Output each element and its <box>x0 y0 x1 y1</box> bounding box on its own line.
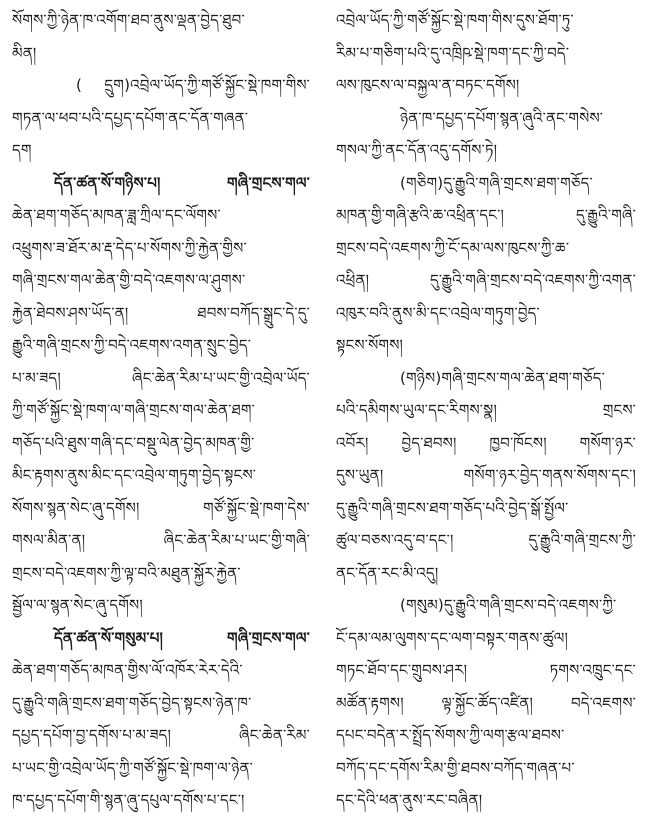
left-line-22: དུ་རྒྱུའི་གཞི་གྲངས་ཐག་གཅོད་བྱེད་སྟངས་ཉེན་ཁ་ <box>12 693 252 712</box>
right-line-1: འབྲེལ་ཡོད་ཀྱི་གཙོ་སྐྱོང་སྡེ་ཁག་གིས་དུས་ཐོག་ཏུ་ <box>336 11 574 29</box>
left-line-2: མིན། <box>12 43 37 62</box>
right-line-9: འཕྲིན། དུ་རྒྱུའི་གཞི་གྲངས་བདེ་འཇགས་ཀྱི་འགན་ <box>336 271 636 289</box>
right-line-10: འཁུར་བའི་ནུས་མི་དང་འབྲེལ་གཏུག་བྱེད་ <box>336 303 540 322</box>
right-line-17: ཚུལ་བཅས་འདུ་བ་དང་། དུ་རྒྱུའི་གཞི་གྲངས་ཀྱི་ <box>336 531 636 549</box>
left-line-4: གཏན་ལ་ཕབ་པའི་དཔྱད་དཔོག་ནང་དོན་གཞན་ <box>12 108 249 127</box>
right-line-13: པའི་དམིགས་ཡུལ་དང་རིགས་སྣ། གྲངས་ <box>336 401 636 419</box>
left-line-3: ( དྲུག)འབྲེལ་ཡོད་ཀྱི་གཙོ་སྐྱོང་སྡེ་ཁག་གིས་ <box>76 76 310 94</box>
right-line-8: གྲངས་བདེ་འཇགས་ཀྱི་ངོ་དམ་ལས་ཁུངས་ཀྱི་ཆ་ <box>336 238 570 257</box>
right-line-4: ཉེན་ཁ་དཔྱད་དཔོག་སྙན་ཞུའི་ནང་གསེས་ <box>400 108 604 127</box>
right-line-15: དུས་ཡུན། གསོག་ཉར་བྱེད་གནས་སོགས་དང་། <box>336 466 636 484</box>
left-line-12: པ་མ་ཟད། ཞིང་ཆེན་རིམ་པ་ཡང་གྱི་འབྲེལ་ཡོད་ <box>12 368 310 387</box>
left-line-17: གསལ་མིན་ན། ཞིང་ཆེན་རིམ་པ་ཡང་གྱི་གཞི་ <box>12 531 310 549</box>
left-line-24: པ་ཡང་གྱི་འབྲེལ་ཡོད་ཀྱི་གཙོ་སྐྱོང་སྡེ་ཁག་ལ་ཉེན་ <box>12 758 254 777</box>
left-line-21: ཆེན་ཐག་གཅོད་མཁན་གྱིས་ལོ་འཁོར་རེར་དེའི་ <box>12 661 243 679</box>
left-line-19: སྦྱོལ་ལ་སྙན་སེང་ཞུ་དགོས། <box>12 596 143 614</box>
left-line-18: གྲངས་བདེ་འཇགས་ཀྱི་ལྟ་བའི་མཐུན་སྐྱོར་རྐྱེན་ <box>12 563 241 582</box>
article-heading: དོན་ཚན་སོ་གསུམ་པ། གཞི་གྲངས་གལ་ <box>54 628 310 647</box>
left-line-8: འཕྲུགས་ཟ་ཐོར་མ་རྡ་དེད་པ་སོགས་ཀྱི་རྐྱེན་གྱིས་ <box>12 238 247 257</box>
right-line-11: སྟངས་སོགས། <box>336 336 404 354</box>
left-line-9: གཞི་གྲངས་གལ་ཆེན་གྱི་བདེ་འཇགས་ལ་ཤུགས་ <box>12 271 246 289</box>
right-line-7: མཁན་གྱི་གཞི་རྩའི་ཆ་འཕྲིན་དང་། དུ་རྒྱུའི་གཞི་ <box>336 206 636 224</box>
left-line-14: གཅོད་པའི་ཐུས་གཞི་དང་བསྡུ་ལེན་བྱེད་མཁན་གྱི་ <box>12 433 255 452</box>
left-line-13: ཀྱི་གཙོ་སྐྱོང་སྡེ་ཁག་ལ་གཞི་གྲངས་གལ་ཆེན་ཐག་ <box>12 401 256 419</box>
right-line-18: ནང་དོན་རང་མི་འདུ། <box>336 563 439 582</box>
right-line-22: མཚོན་རྟགས། ལྟ་སྐྱོང་ཚོད་འཛིན། བདེ་འཇགས་ <box>336 693 636 712</box>
right-line-6: (གཅིག)དུ་རྒྱུའི་གཞི་གྲངས་ཐག་གཅོད་ <box>400 173 593 192</box>
right-line-16: དུ་རྒྱུའི་གཞི་གྲངས་ཐག་གཅོད་པའི་བྱེད་སྒོ་སྤྱོལ་ <box>336 498 569 517</box>
right-line-21: གཏང་ཐོབ་དང་གྲུབས་ཤར། ཏགས་འཁྲུང་དང་ <box>336 661 636 679</box>
right-line-24: བཀོད་དང་དགོས་རིམ་གྱི་ཐབས་བཀོད་གཞན་པ་ <box>336 758 575 777</box>
left-column <box>10 4 310 832</box>
left-line-6 <box>12 167 310 200</box>
right-line-20: ངོ་དམ་ལམ་ལུགས་དང་ལག་བསྟར་གནས་ཚུལ། <box>336 628 569 647</box>
right-line-19: (གསུམ)དུ་རྒྱུའི་གཞི་གྲངས་བདེ་འཇགས་ཀྱི་ <box>400 596 617 614</box>
left-line-16: སོགས་སྙན་སེང་ཞུ་དགོས། གཙོ་སྐྱོང་སྡེ་ཁག་དེས་ <box>12 498 310 517</box>
right-line-12: (གཉིས)གཞི་གྲངས་གལ་ཆེན་ཐག་གཅོད་ <box>400 368 605 387</box>
right-column <box>336 4 636 832</box>
right-line-2: རིམ་པ་གཅིག་པའི་དུ་འཁྲིཥ་སྡེ་ཁག་དང་ཀྱི་བདེ་ <box>336 43 570 62</box>
right-line-25: དང་དེའི་ཕན་ནུས་རང་བཞིན། <box>336 791 483 809</box>
left-line-11: རྒྱུའི་གཞི་གྲངས་ཀྱི་བདེ་འཇགས་འགན་སྲུང་བྱེད་ <box>12 336 252 354</box>
left-line-5: དག <box>12 141 32 159</box>
left-line-15: མིང་རྟགས་ནུས་མིང་དང་འབྲེལ་གཏུག་བྱེད་སྟངས་ <box>12 466 257 484</box>
left-line-20 <box>12 622 310 655</box>
left-line-7: ཆེན་ཐག་གཅོད་མཁན་ཟླ་ཀྲིལ་དང་ལོགས་ <box>12 206 221 224</box>
left-line-1: སོགས་ཀྱི་ཉེན་ཁ་འགོག་ཐབ་ནུས་ལྡན་བྱེད་ཐུབ་ <box>12 11 245 29</box>
article-heading: དོན་ཚན་སོ་གཉིས་པ། གཞི་གྲངས་གལ་ <box>54 173 310 192</box>
right-line-5: གསལ་ཀྱི་ནང་དོན་འདུ་དགོས་ཏེ། <box>336 141 498 159</box>
left-line-25: ཁ་དཔྱད་དཔོག་གི་སྙན་ཞུ་དཔུལ་དགོས་པ་དང་། <box>12 791 245 809</box>
right-line-23: དཔང་བདེན་ར་སྤྲོད་སོགས་ཀྱི་ལག་རྩལ་ཐབས་ <box>336 726 565 744</box>
right-line-14: འབོར། བྱེད་ཐབས། ཁྱབ་ཁོངས། གསོག་ཉར་ <box>336 433 636 452</box>
right-line-3: ལས་ཁུངས་ལ་བསྐྱལ་ན་བཏང་དགོས། <box>336 76 520 94</box>
left-line-10: རྐྱེན་ཐེབས་ཤས་ཡོད་ན། ཐབས་བཀོད་སྒྲུང་དེ་དུ་ <box>12 303 310 322</box>
left-line-23: དཔྱད་དཔོག་བྱ་དགོས་པ་མ་ཟད། ཞིང་ཆེན་རིམ་ <box>12 726 310 744</box>
